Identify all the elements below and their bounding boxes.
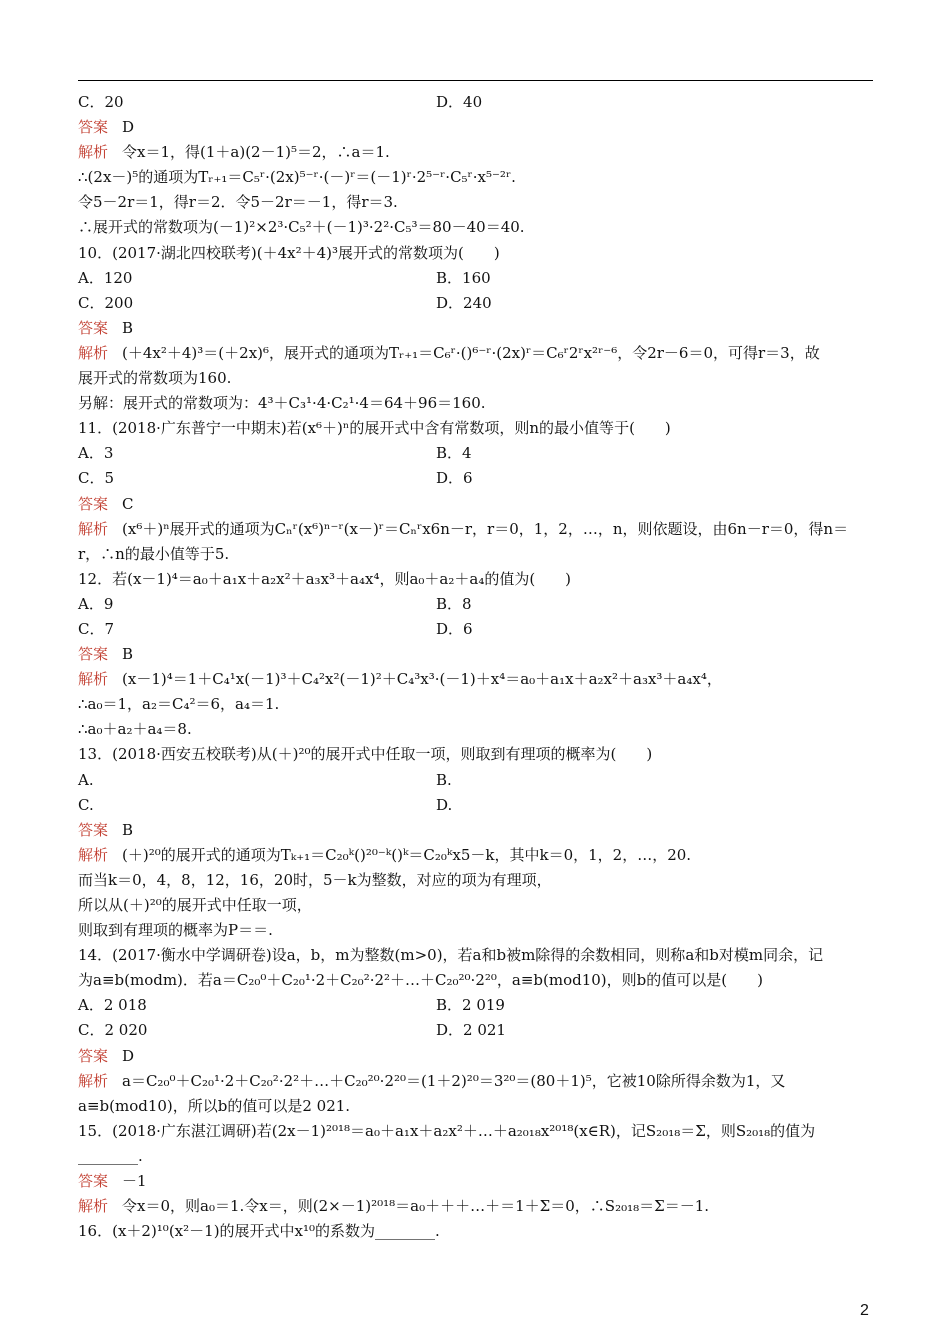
- text-line: 11．(2018·广东普宁一中期末)若(x⁶＋)ⁿ的展开式中含有常数项，则n的最小值等于( ): [78, 419, 671, 438]
- text-line: 12．若(x－1)⁴＝a₀＋a₁x＋a₂x²＋a₃x³＋a₄x⁴，则a₀＋a₂＋a₄的值为( ): [78, 569, 572, 588]
- solution-text: (＋)²⁰的展开式的通项为Tₖ₊₁＝C₂₀ᵏ()²⁰⁻ᵏ()ᵏ＝C₂₀ᵏx5－k，其中k＝0，1，2，…，20.: [122, 845, 692, 864]
- solution-line: [78, 517, 878, 542]
- text-line: ∴(2x－)⁵的通项为Tᵣ₊₁＝C₅ʳ·(2x)⁵⁻ʳ·(－)ʳ＝(－1)ʳ·2⁵⁻ʳ·C₅ʳ·x⁵⁻²ʳ.: [78, 168, 516, 187]
- option-left: A．3: [78, 444, 114, 463]
- option-left: A．120: [78, 268, 133, 287]
- answer-line: [78, 642, 878, 667]
- solution-text: (x⁶＋)ⁿ展开式的通项为Cₙʳ(x⁶)ⁿ⁻ʳ(x－)ʳ＝Cₙʳx6n－r，r＝0，1，2，…，n，则依题设，由6n－r＝0，得n＝: [122, 519, 849, 538]
- option-left: A．2 018: [78, 996, 147, 1015]
- text-line: 令5－2r＝1，得r＝2．令5－2r＝－1，得r＝3.: [78, 193, 398, 212]
- solution-tag: 解析: [78, 1071, 109, 1090]
- solution-text: a＝C₂₀⁰＋C₂₀¹·2＋C₂₀²·2²＋…＋C₂₀²⁰·2²⁰＝(1＋2)²⁰＝3²⁰＝(80＋1)⁵，它被10除所得余数为1，又: [122, 1071, 786, 1090]
- text-line: 13．(2018·西安五校联考)从(＋)²⁰的展开式中任取一项，则取到有理项的概率为( ): [78, 745, 653, 764]
- option-right: D．240: [436, 293, 492, 312]
- text-line: 15．(2018·广东湛江调研)若(2x－1)²⁰¹⁸＝a₀＋a₁x＋a₂x²＋…＋a₂₀₁₈x²⁰¹⁸(x∈R)，记S₂₀₁₈＝Σ，则S₂₀₁₈的值为: [78, 1121, 816, 1140]
- solution-tag: 解析: [78, 343, 109, 362]
- option-right: D.: [436, 795, 453, 814]
- solution-line: [78, 341, 878, 366]
- answer-value: －1: [122, 1172, 147, 1191]
- option-row: [78, 617, 878, 642]
- option-right: D．2 021: [436, 1021, 506, 1040]
- text-line: 所以从(＋)²⁰的展开式中任取一项，: [78, 896, 312, 914]
- answer-tag: 答案: [78, 118, 109, 137]
- option-left: C．7: [78, 619, 115, 638]
- option-left: C．20: [78, 93, 124, 111]
- text-line: 而当k＝0，4，8，12，16，20时，5－k为整数，对应的项为有理项，: [78, 870, 552, 889]
- solution-line: [78, 1194, 878, 1219]
- answer-line: [78, 316, 878, 341]
- text-line: 为a≡b(modm)．若a＝C₂₀⁰＋C₂₀¹·2＋C₂₀²·2²＋…＋C₂₀²⁰·2²⁰，a≡b(mod10)，则b的值可以是( ): [78, 971, 763, 990]
- text-line: ∴展开式的常数项为(－1)²×2³·C₅²＋(－1)³·2²·C₅³＝80－40＝40.: [78, 218, 525, 237]
- option-right: D．6: [436, 469, 473, 488]
- option-row: [78, 90, 878, 115]
- option-right: D．40: [436, 93, 483, 111]
- answer-line: [78, 492, 878, 517]
- solution-text: 令x＝1，得(1＋a)(2－1)⁵＝2，∴a＝1.: [122, 143, 390, 162]
- answer-tag: 答案: [78, 318, 109, 337]
- answer-line: [78, 818, 878, 843]
- option-row: [78, 592, 878, 617]
- option-right: B.: [436, 770, 452, 789]
- option-row: [78, 291, 878, 316]
- solution-text: 令x＝0，则a₀＝1.令x＝，则(2×－1)²⁰¹⁸＝a₀＋＋＋…＋＝1＋Σ＝0，∴S₂₀₁₈＝Σ＝－1.: [122, 1197, 710, 1216]
- option-row: [78, 266, 878, 291]
- option-left: C．2 020: [78, 1021, 148, 1040]
- answer-line: [78, 115, 878, 140]
- answer-value: D: [122, 1046, 135, 1065]
- text-line: 展开式的常数项为160.: [78, 369, 232, 388]
- answer-line: [78, 1044, 878, 1069]
- text-line: 16．(x＋2)¹⁰(x²－1)的展开式中x¹⁰的系数为________.: [78, 1222, 440, 1241]
- option-row: [78, 1018, 878, 1043]
- text-line: r，∴n的最小值等于5.: [78, 544, 230, 563]
- option-left: C．200: [78, 293, 134, 312]
- header-rule: [78, 80, 873, 81]
- page-content: [78, 90, 878, 1244]
- text-line: ________.: [78, 1146, 143, 1165]
- option-right: B．2 019: [436, 996, 505, 1015]
- solution-line: [78, 843, 878, 868]
- option-left: A.: [78, 770, 94, 789]
- option-row: [78, 466, 878, 491]
- option-row: [78, 793, 878, 818]
- text-line: 10．(2017·湖北四校联考)(＋4x²＋4)³展开式的常数项为( ): [78, 243, 500, 262]
- solution-line: [78, 1069, 878, 1094]
- answer-value: B: [122, 645, 134, 664]
- option-right: D．6: [436, 619, 473, 638]
- answer-value: B: [122, 820, 134, 839]
- page-number: 2: [860, 1302, 869, 1319]
- solution-tag: 解析: [78, 845, 109, 864]
- option-row: [78, 993, 878, 1018]
- text-line: ∴a₀＝1，a₂＝C₄²＝6，a₄＝1.: [78, 695, 280, 714]
- answer-tag: 答案: [78, 645, 109, 664]
- option-left: A．9: [78, 594, 114, 613]
- option-left: C．5: [78, 469, 115, 488]
- answer-tag: 答案: [78, 1046, 109, 1065]
- solution-line: [78, 667, 878, 692]
- option-row: [78, 768, 878, 793]
- answer-line: [78, 1169, 878, 1194]
- text-line: ∴a₀＋a₂＋a₄＝8.: [78, 720, 192, 739]
- answer-value: B: [122, 318, 134, 337]
- answer-tag: 答案: [78, 494, 109, 513]
- answer-tag: 答案: [78, 820, 109, 839]
- answer-tag: 答案: [78, 1172, 109, 1191]
- option-right: B．8: [436, 594, 472, 613]
- answer-value: D: [122, 118, 135, 137]
- option-right: B．160: [436, 268, 491, 287]
- solution-tag: 解析: [78, 670, 109, 689]
- solution-text: (＋4x²＋4)³＝(＋2x)⁶，展开式的通项为Tᵣ₊₁＝C₆ʳ·()⁶⁻ʳ·(2x)ʳ＝C₆ʳ2ʳx²ʳ⁻⁶，令2r－6＝0，可得r＝3，故: [122, 343, 820, 362]
- text-line: 另解：展开式的常数项为：4³＋C₃¹·4·C₂¹·4＝64＋96＝160.: [78, 394, 486, 413]
- solution-tag: 解析: [78, 143, 109, 162]
- solution-tag: 解析: [78, 519, 109, 538]
- text-line: 14．(2017·衡水中学调研卷)设a，b，m为整数(m>0)，若a和b被m除得的余数相同，则称a和b对模m同余，记: [78, 946, 824, 965]
- solution-line: [78, 140, 878, 165]
- option-row: [78, 441, 878, 466]
- solution-tag: 解析: [78, 1197, 109, 1216]
- text-line: a≡b(mod10)，所以b的值可以是2 021.: [78, 1096, 351, 1115]
- option-right: B．4: [436, 444, 472, 463]
- option-left: C.: [78, 795, 94, 814]
- solution-text: (x－1)⁴＝1＋C₄¹x(－1)³＋C₄²x²(－1)²＋C₄³x³·(－1)＋x⁴＝a₀＋a₁x＋a₂x²＋a₃x³＋a₄x⁴，: [122, 670, 722, 689]
- text-line: 则取到有理项的概率为P＝＝.: [78, 921, 273, 940]
- answer-value: C: [122, 494, 134, 513]
